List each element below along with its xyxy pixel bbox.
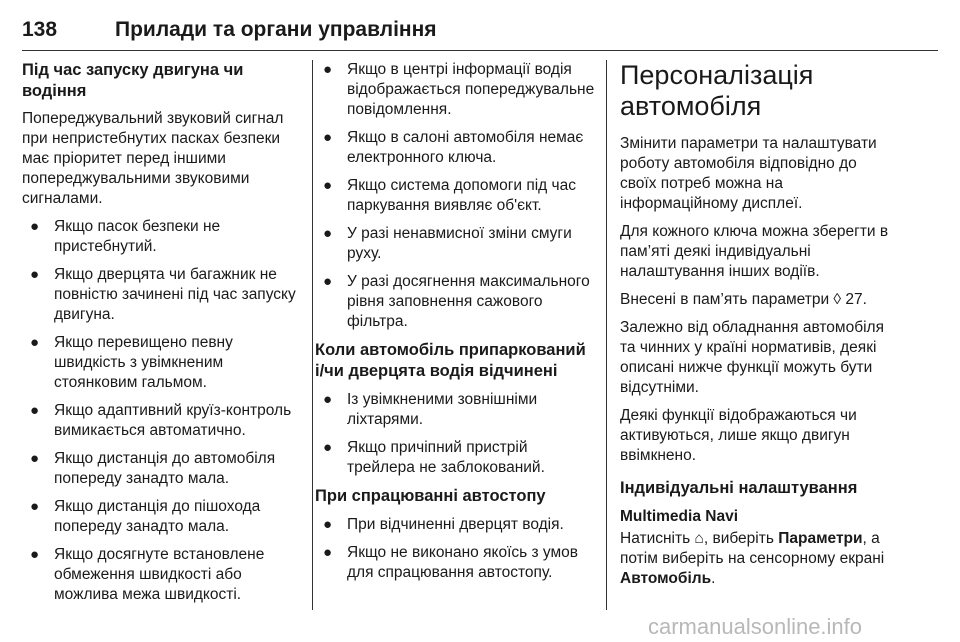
autostop-list [315, 515, 597, 583]
watermark: carmanualsonline.info [648, 614, 863, 639]
list-item: ● Якщо пасок безпеки не пристебнутий. [30, 218, 221, 255]
column-divider-1 [312, 60, 313, 610]
bullet-icon: ● [323, 439, 333, 456]
intro-paragraph: Попереджувальний звуковий сигнал при непристебнутих пасках безпеки має пріоритет перед іншими попереджувальними звуковими сигналами. [22, 110, 284, 207]
section-heading-personalization: Персоналізація автомобіля [620, 60, 814, 121]
section-heading-engine-start: Під час запуску двигуна чи водіння [22, 61, 244, 100]
bullet-icon: ● [30, 498, 40, 515]
bullet-icon: ● [323, 129, 333, 146]
bullet-icon: ● [323, 61, 333, 78]
column-divider-2 [606, 60, 607, 610]
paragraph-page-reference: Внесені в пам’ять параметри ◊ 27. [620, 291, 867, 308]
bullet-icon: ● [30, 334, 40, 351]
bullet-icon: ● [323, 391, 333, 408]
list-item: ● Якщо адаптивний круїз-контроль вимикається автоматично. [30, 402, 292, 439]
list-item: ● Якщо не виконано якоїсь з умов для спрацювання автостопу. [323, 544, 579, 581]
bullet-icon: ● [30, 546, 40, 563]
bullet-icon: ● [323, 544, 333, 561]
section-heading-autostop: При спрацюванні автостопу [315, 487, 546, 505]
page-header [22, 18, 938, 48]
list-item: ● Якщо причіпний пристрій трейлера не заблокований. [323, 439, 545, 476]
system-name: Multimedia Navi [620, 508, 738, 525]
parked-list [315, 390, 597, 478]
bullet-icon: ● [30, 402, 40, 419]
column-3 [620, 60, 892, 597]
column-1 [22, 60, 298, 613]
bullet-icon: ● [30, 266, 40, 283]
list-item: ● Якщо в центрі інформації водія відображається попереджувальне повідомлення. [323, 61, 595, 118]
menu-label-settings: Параметри [778, 530, 863, 547]
running-title: Прилади та органи управління [115, 18, 437, 41]
bullet-icon: ● [30, 218, 40, 235]
list-item: ● Якщо перевищено певну швидкість з увімкненим стоянковим гальмом. [30, 334, 233, 391]
page-number: 138 [22, 18, 58, 41]
list-item: ● У разі досягнення максимального рівня заповнення сажового фільтра. [323, 273, 590, 330]
paragraph: Для кожного ключа можна зберегти в пам’яті деякі індивідуальні налаштування інших водіїв. [620, 223, 889, 280]
list-item: ● Якщо система допомоги під час паркування виявляє об'єкт. [323, 177, 576, 214]
bullet-icon: ● [323, 516, 333, 533]
bullet-icon: ● [323, 273, 333, 290]
list-item: ● Якщо дистанція до автомобіля попереду занадто мала. [30, 450, 276, 487]
list-item: ● Якщо в салоні автомобіля немає електронного ключа. [323, 129, 584, 166]
list-item: ● У разі ненавмисної зміни смуги руху. [323, 225, 572, 262]
list-item: ● Якщо досягнуте встановлене обмеження швидкості або можлива межа швидкості. [30, 546, 265, 603]
column-2 [315, 60, 597, 591]
instruction-paragraph: Натисніть ⌂, виберіть Параметри, а потім виберіть на сенсорному екрані Автомобіль. [620, 530, 885, 587]
warning-list-2 [315, 60, 597, 332]
list-item: ● При відчиненні дверцят водія. [323, 516, 564, 533]
list-item: ● Якщо дверцята чи багажник не повністю зачинені під час запуску двигуна. [30, 266, 296, 323]
subheading-individual-settings: Індивідуальні налаштування [620, 479, 858, 497]
bullet-icon: ● [323, 225, 333, 242]
paragraph: Змінити параметри та налаштувати роботу автомобіля відповідно до своїх потреб можна на інформаційному дисплеї. [620, 135, 877, 212]
bullet-icon: ● [323, 177, 333, 194]
paragraph: Залежно від обладнання автомобіля та чинних у країні нормативів, деякі описані нижче функції можуть бути відсутніми. [620, 319, 884, 396]
home-icon: ⌂ [694, 530, 704, 547]
bullet-icon: ● [30, 450, 40, 467]
warning-list-1 [22, 217, 298, 605]
list-item: ● Із увімкненими зовнішніми ліхтарями. [323, 391, 538, 428]
header-rule [22, 50, 938, 51]
paragraph: Деякі функції відображаються чи активуються, лише якщо двигун ввімкнено. [620, 407, 857, 464]
menu-label-vehicle: Автомобіль [620, 570, 712, 587]
section-heading-parked: Коли автомобіль припаркований і/чи дверцята водія відчинені [315, 341, 586, 380]
list-item: ● Якщо дистанція до пішохода попереду занадто мала. [30, 498, 261, 535]
